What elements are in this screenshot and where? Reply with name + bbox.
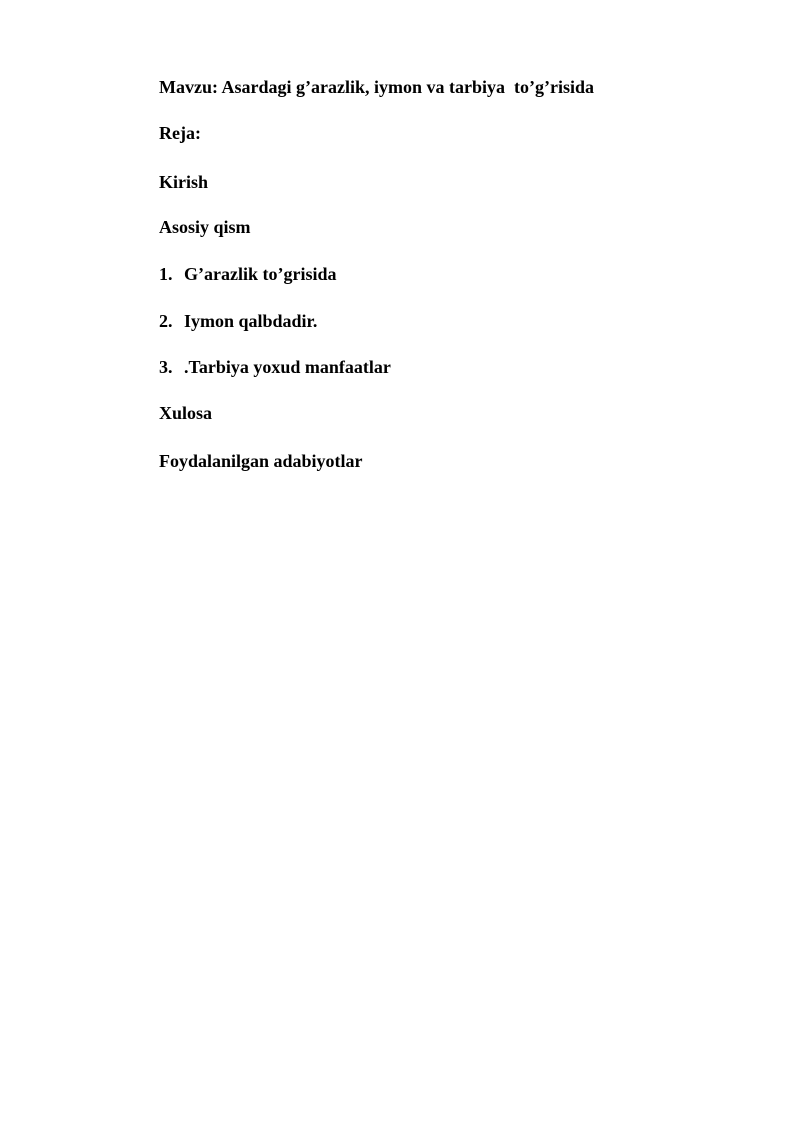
plan-item-text: .Tarbiya yoxud manfaatlar [184,357,391,377]
conclusion-heading: Xulosa [159,403,213,423]
plan-item-number: 1. [159,264,173,284]
plan-label: Reja: [159,123,201,143]
plan-item-text: G’arazlik to’grisida [184,264,337,284]
references-heading: Foydalanilgan adabiyotlar [159,451,363,471]
main-part-heading: Asosiy qism [159,217,251,237]
plan-item-number: 3. [159,357,173,377]
intro-heading: Kirish [159,172,209,192]
plan-item-number: 2. [159,311,173,331]
plan-item-2 [159,310,317,332]
document-title: Mavzu: Asardagi g’arazlik, iymon va tarbiya to’g’risida [159,77,594,97]
plan-item-3 [159,356,391,378]
plan-item-1 [159,263,336,285]
plan-item-text: Iymon qalbdadir. [184,311,318,331]
